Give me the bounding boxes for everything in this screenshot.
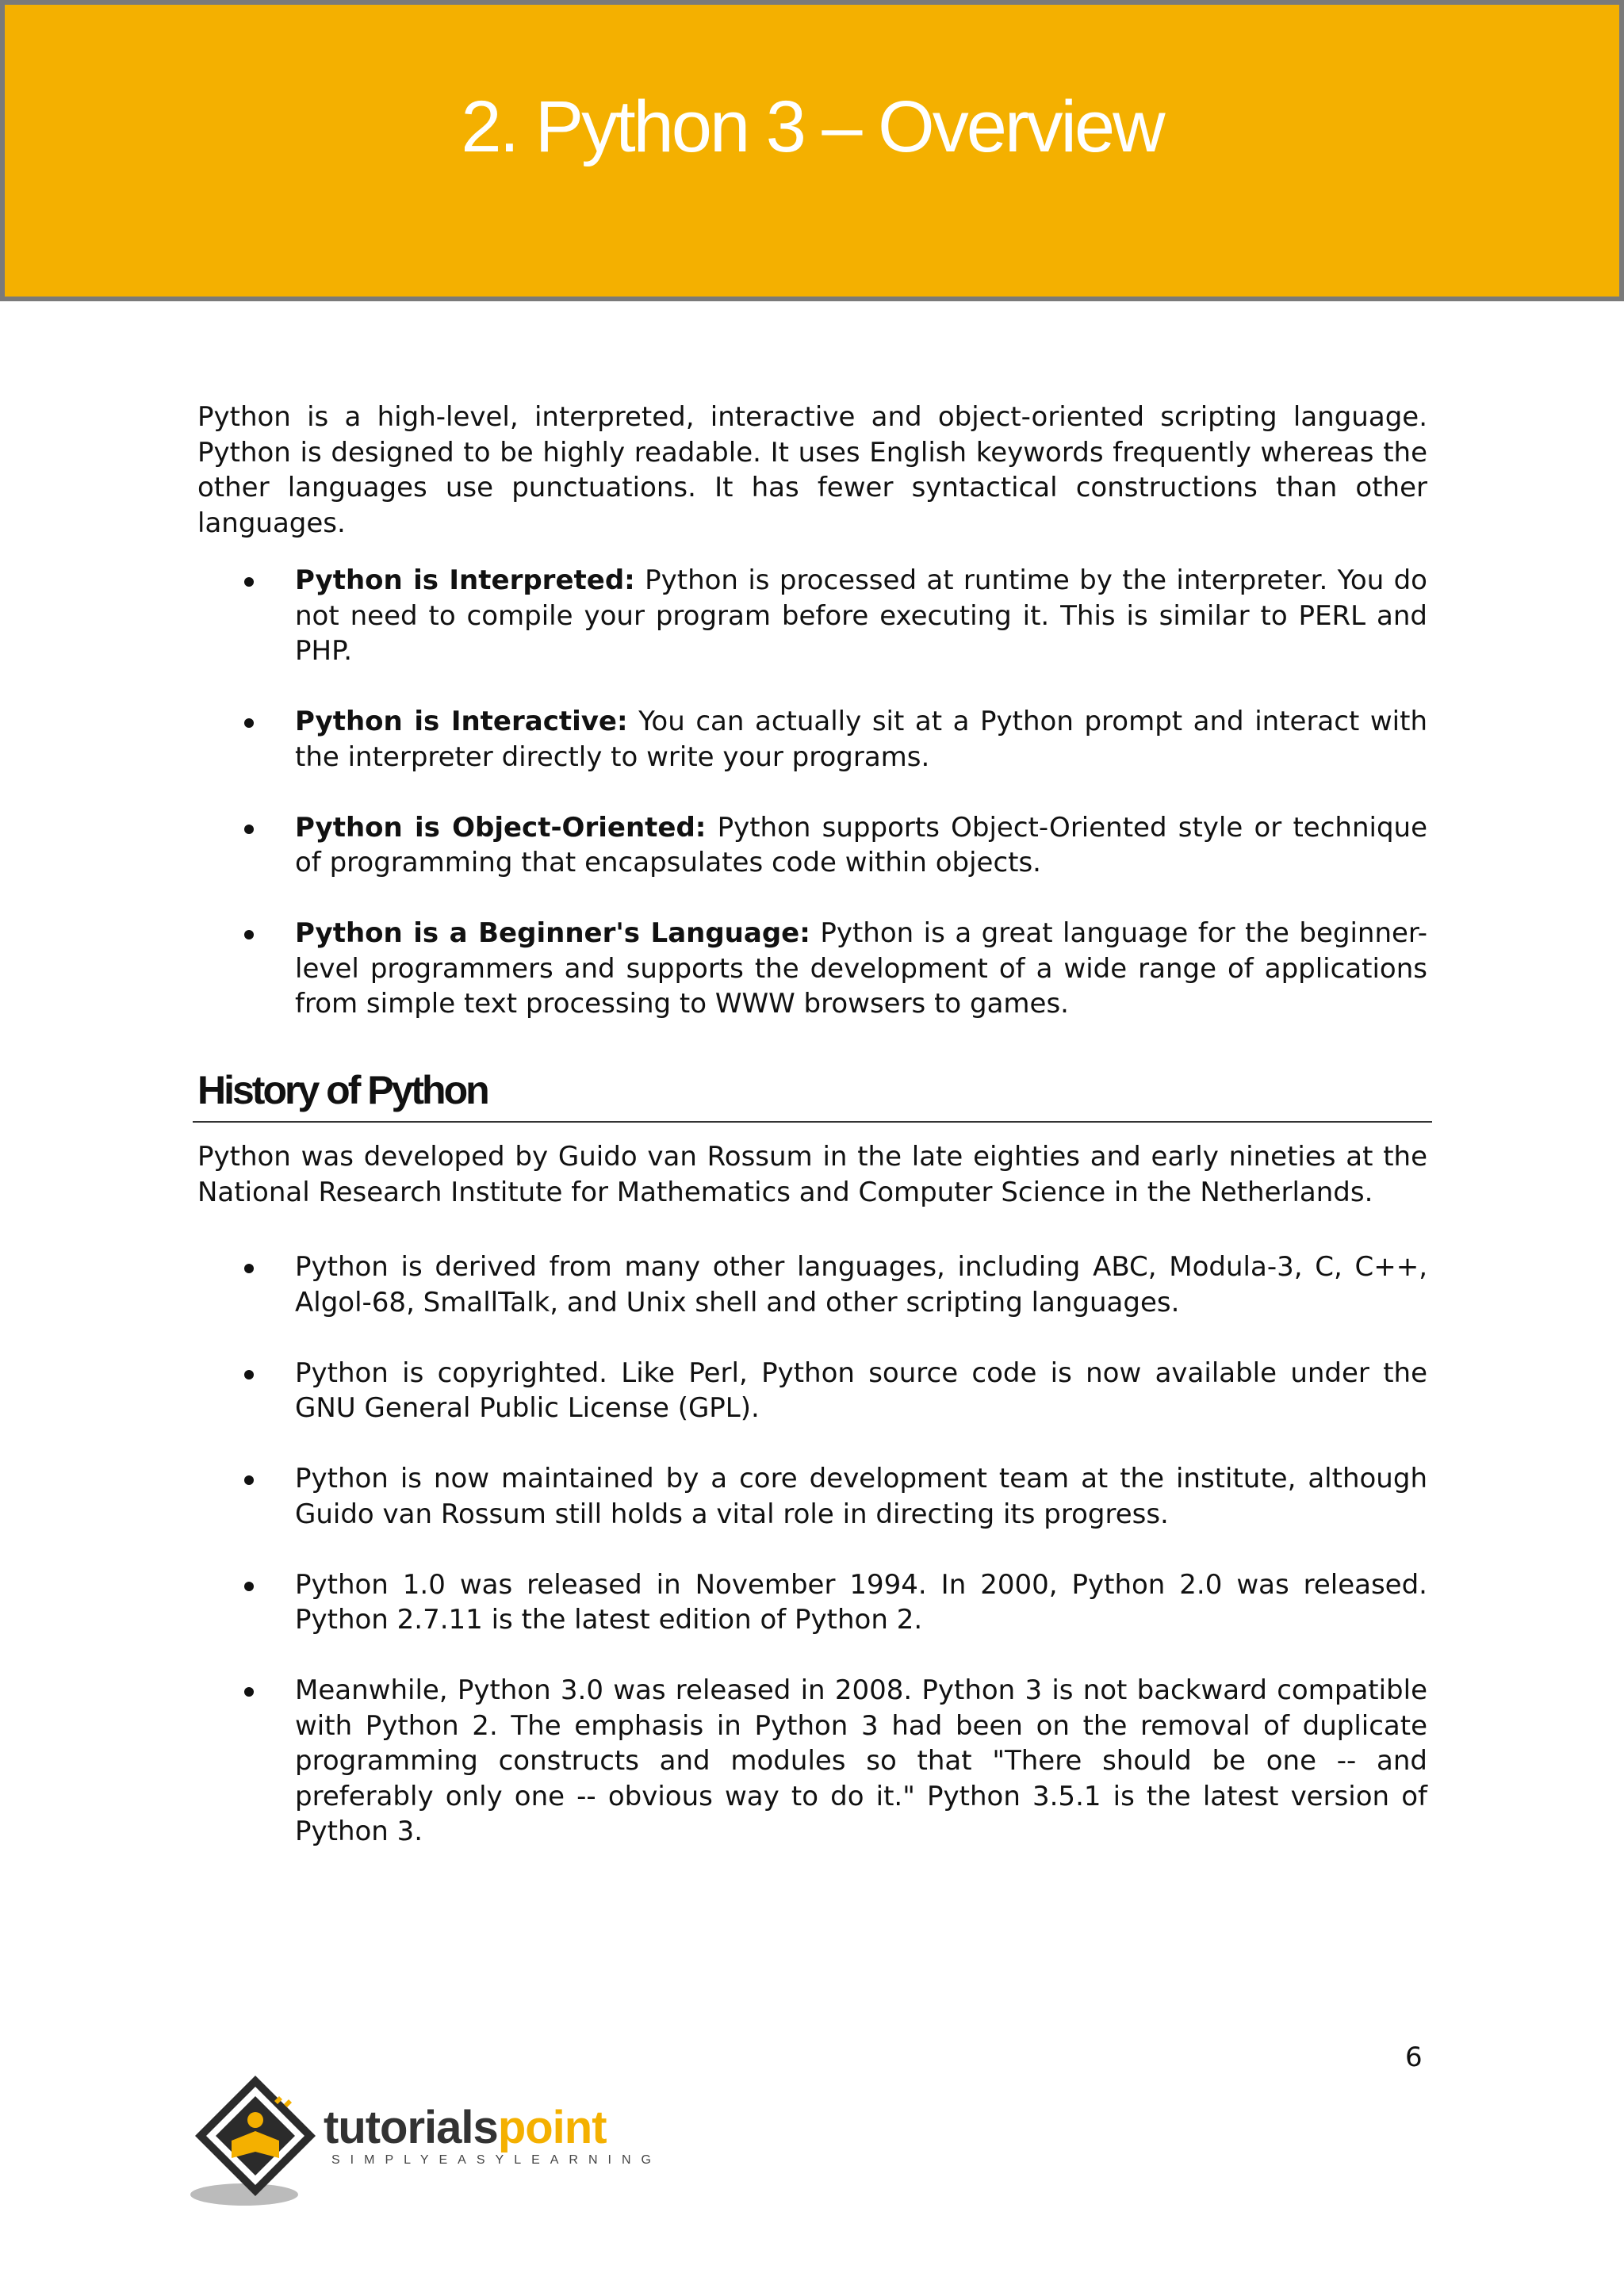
chapter-title: 2. Python 3 – Overview xyxy=(461,86,1163,167)
features-list xyxy=(197,563,1427,1022)
history-heading: History of Python xyxy=(197,1068,488,1112)
heading-divider xyxy=(193,1121,1432,1123)
feature-text: Python is a great language for the beginner-level programmers and supports the development of a wide range of applications from simple text processing to WWW browsers to games. xyxy=(295,917,1428,1020)
feature-text: You can actually sit at a Python prompt and interact with the interpreter directly to write your programs. xyxy=(295,706,1428,773)
list-item xyxy=(197,1249,1427,1320)
page-number: 6 xyxy=(1405,2042,1423,2073)
feature-term: Python is a Beginner's Language: xyxy=(295,917,810,949)
history-item-text: Python is copyrighted. Like Perl, Python source code is now available under the GNU General Public License (GPL). xyxy=(295,1357,1427,1424)
list-item xyxy=(197,563,1427,669)
list-item xyxy=(197,1356,1427,1426)
history-item-text: Python is now maintained by a core development team at the institute, although Guido van Rossum still holds a vital role in directing its progress. xyxy=(295,1463,1427,1530)
history-item-text: Python is derived from many other languages, including ABC, Modula-3, C, C++, Algol-68, SmallTalk, and Unix shell and other scripting languages. xyxy=(295,1251,1427,1318)
list-item xyxy=(197,704,1427,775)
bullet-icon xyxy=(244,1475,254,1485)
feature-term: Python is Interactive: xyxy=(295,706,628,737)
bullet-icon xyxy=(244,930,254,939)
intro-paragraph: Python is a high-level, interpreted, interactive and object-oriented scripting language. Python is designed to be highly readable. It uses English keywords frequently whereas the other languages use punctuations. It has fewer syntactical constructions than other languages. xyxy=(197,401,1427,539)
logo-tagline: SIMPLYEASYLEARNING xyxy=(331,2153,661,2167)
history-item-text: Meanwhile, Python 3.0 was released in 2008. Python 3 is not backward compatible with Python 2. The emphasis in Python 3 had been on the removal of duplicate programming constructs and modules so that "There should be one -- and preferably only one -- obvious way to do it." Python 3.5.1 is the latest version of Python 3. xyxy=(295,1674,1427,1847)
history-list xyxy=(197,1249,1427,1850)
logo-word-2: point xyxy=(497,2102,607,2153)
history-item-text: Python 1.0 was released in November 1994. In 2000, Python 2.0 was released. Python 2.7.11 is the latest edition of Python 2. xyxy=(295,1568,1427,1636)
logo-wordmark xyxy=(324,2101,607,2154)
list-item xyxy=(197,810,1427,881)
list-item xyxy=(197,1461,1427,1532)
logo-emblem-icon xyxy=(190,2069,325,2212)
bullet-icon xyxy=(244,825,254,834)
list-item xyxy=(197,916,1427,1022)
bullet-icon xyxy=(244,1582,254,1591)
history-intro-paragraph: Python was developed by Guido van Rossum in the late eighties and early nineties at the National Research Institute for Mathematics and Computer Science in the Netherlands. xyxy=(197,1141,1427,1208)
tutorialspoint-logo xyxy=(190,2069,666,2212)
bullet-icon xyxy=(244,718,254,728)
bullet-icon xyxy=(244,577,254,587)
feature-text: Python is processed at runtime by the interpreter. You do not need to compile your program before executing it. This is similar to PERL and PHP. xyxy=(295,564,1427,667)
logo-word-1: tutorials xyxy=(324,2102,498,2153)
list-item xyxy=(197,1567,1427,1638)
feature-text: Python supports Object-Oriented style or technique of programming that encapsulates code within objects. xyxy=(295,811,1427,878)
feature-term: Python is Interpreted: xyxy=(295,564,635,596)
bullet-icon xyxy=(244,1264,254,1273)
bullet-icon xyxy=(244,1370,254,1380)
bullet-icon xyxy=(244,1687,254,1697)
feature-term: Python is Object-Oriented: xyxy=(295,811,707,844)
list-item xyxy=(197,1673,1427,1850)
chapter-banner xyxy=(0,0,1624,301)
